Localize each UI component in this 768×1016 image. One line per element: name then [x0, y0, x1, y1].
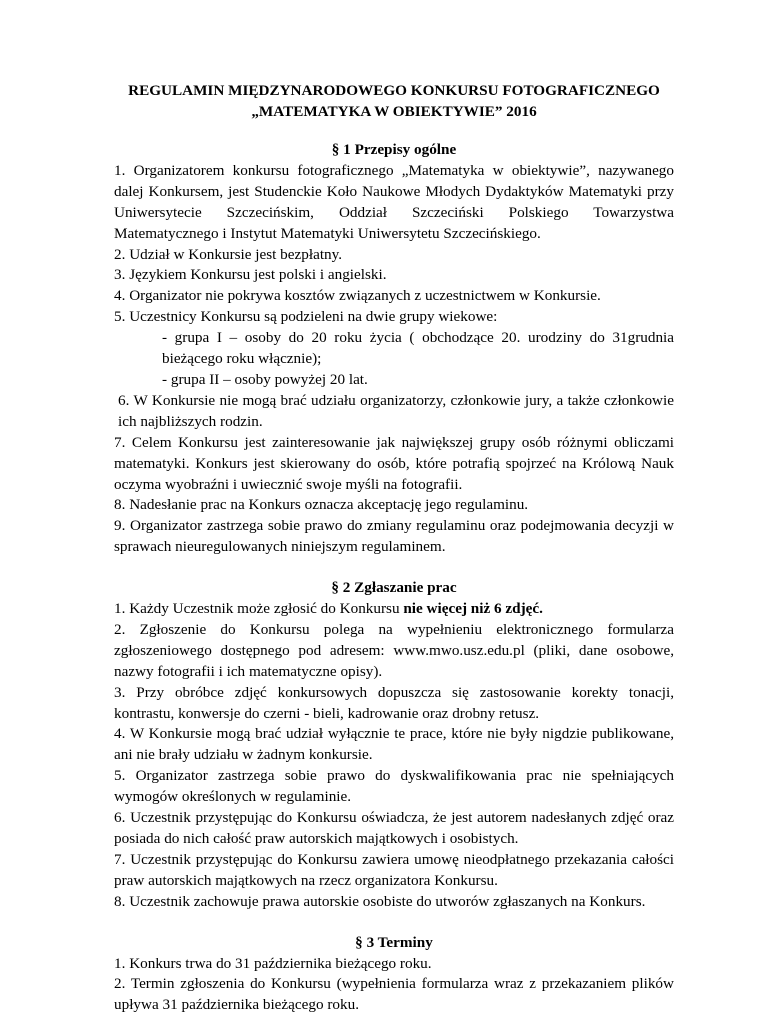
paragraph: 3. Językiem Konkursu jest polski i angielski. — [114, 266, 387, 284]
paragraph: 8. Uczestnik zachowuje prawa autorskie osobiste do utworów zgłaszanych na Konkurs. — [114, 892, 646, 910]
title-line-2: „MATEMATYKA W OBIEKTYWIE” 2016 — [251, 103, 537, 120]
section-heading: § 1 Przepisy ogólne — [331, 141, 457, 158]
paragraph: 6. Uczestnik przystępując do Konkursu oświadcza, że jest autorem nadesłanych zdjęć oraz posiada do nich całość praw autorskich majątkowych i osobistych. — [114, 809, 674, 847]
title-line-1: REGULAMIN MIĘDZYNARODOWEGO KONKURSU FOTOGRAFICZNEGO — [128, 82, 660, 99]
paragraph-text: 1. Każdy Uczestnik może zgłosić do Konkursu — [114, 600, 404, 618]
paragraph: 5. Uczestnicy Konkursu są podzieleni na dwie grupy wiekowe: — [114, 308, 498, 326]
paragraph: 3. Przy obróbce zdjęć konkursowych dopuszcza się zastosowanie korekty tonacji, kontrastu, konwersje do czerni - bieli, kadrowanie oraz drobny retusz. — [114, 683, 674, 722]
spacer — [114, 558, 674, 578]
paragraph: 2. Zgłoszenie do Konkursu polega na wypełnieniu elektronicznego formularza zgłoszeniowego dostępnego pod adresem: www.mwo.usz.edu.pl (pliki, dane osobowe, nazwy fotografii i ich matematyczne opisy). — [114, 620, 674, 680]
document-title — [114, 80, 674, 122]
section-heading: § 2 Zgłaszanie prac — [331, 579, 457, 597]
photo-limit-emphasis: nie więcej niż 6 zdjęć. — [403, 600, 543, 618]
paragraph: 2. Termin zgłoszenia do Konkursu (wypełnienia formularza wraz z przekazaniem plików upływa 31 października bieżącego roku. — [114, 975, 674, 1014]
section-heading: § 3 Terminy — [355, 933, 433, 951]
paragraph — [114, 599, 674, 620]
spacer — [114, 913, 674, 933]
paragraph: 1. Organizatorem konkursu fotograficznego „Matematyka w obiektywie”, nazywanego dalej Konkursem, jest Studenckie Koło Naukowe Młodych Dydaktyków Matematyki przy Uniwersytecie Szczecińskim, Oddział Szczeciński Polskiego Towarzystwa Matematycznego i Instytut Matematyki Uniwersytetu Szczecińskiego. — [114, 161, 674, 242]
section-submissions — [114, 578, 674, 913]
paragraph: 8. Nadesłanie prac na Konkurs oznacza akceptację jego regulaminu. — [114, 496, 529, 514]
paragraph: 4. W Konkursie mogą brać udział wyłącznie te prace, które nie były nigdzie publikowane, ani nie brały udziału w żadnym konkursie. — [114, 725, 674, 764]
paragraph: 1. Konkurs trwa do 31 października bieżącego roku. — [114, 954, 432, 972]
paragraph: 5. Organizator zastrzega sobie prawo do dyskwalifikowania prac nie spełniających wymogów określonych w regulaminie. — [114, 767, 674, 806]
section-deadlines — [114, 933, 674, 1016]
paragraph: 7. Uczestnik przystępując do Konkursu zawiera umowę nieodpłatnego przekazania całości praw autorskich majątkowych na rzecz organizatora Konkursu. — [114, 850, 674, 889]
spacer — [114, 122, 674, 140]
paragraph: 2. Udział w Konkursie jest bezpłatny. — [114, 245, 343, 263]
paragraph: 7. Celem Konkursu jest zainteresowanie jak największej grupy osób różnymi obliczami matematyki. Konkurs jest skierowany do osób, które potrafią spojrzeć na Królową Nauk oczyma wyobraźni i uwiecznić swoje myśli na fotografii. — [114, 433, 674, 493]
paragraph: 6. W Konkursie nie mogą brać udziału organizatorzy, członkowie jury, a także członkowie ich najbliższych rodzin. — [118, 391, 674, 430]
paragraph: 4. Organizator nie pokrywa kosztów związanych z uczestnictwem w Konkursie. — [114, 287, 601, 305]
age-group-item: - grupa II – osoby powyżej 20 lat. — [162, 370, 368, 388]
section-general-rules — [114, 140, 674, 558]
age-group-item: - grupa I – osoby do 20 roku życia ( obchodzące 20. urodziny do 31grudnia bieżącego roku włącznie); — [162, 329, 674, 368]
paragraph: 9. Organizator zastrzega sobie prawo do zmiany regulaminu oraz podejmowania decyzji w sprawach nieuregulowanych niniejszym regulaminem. — [114, 517, 674, 556]
document-page — [114, 80, 674, 1016]
